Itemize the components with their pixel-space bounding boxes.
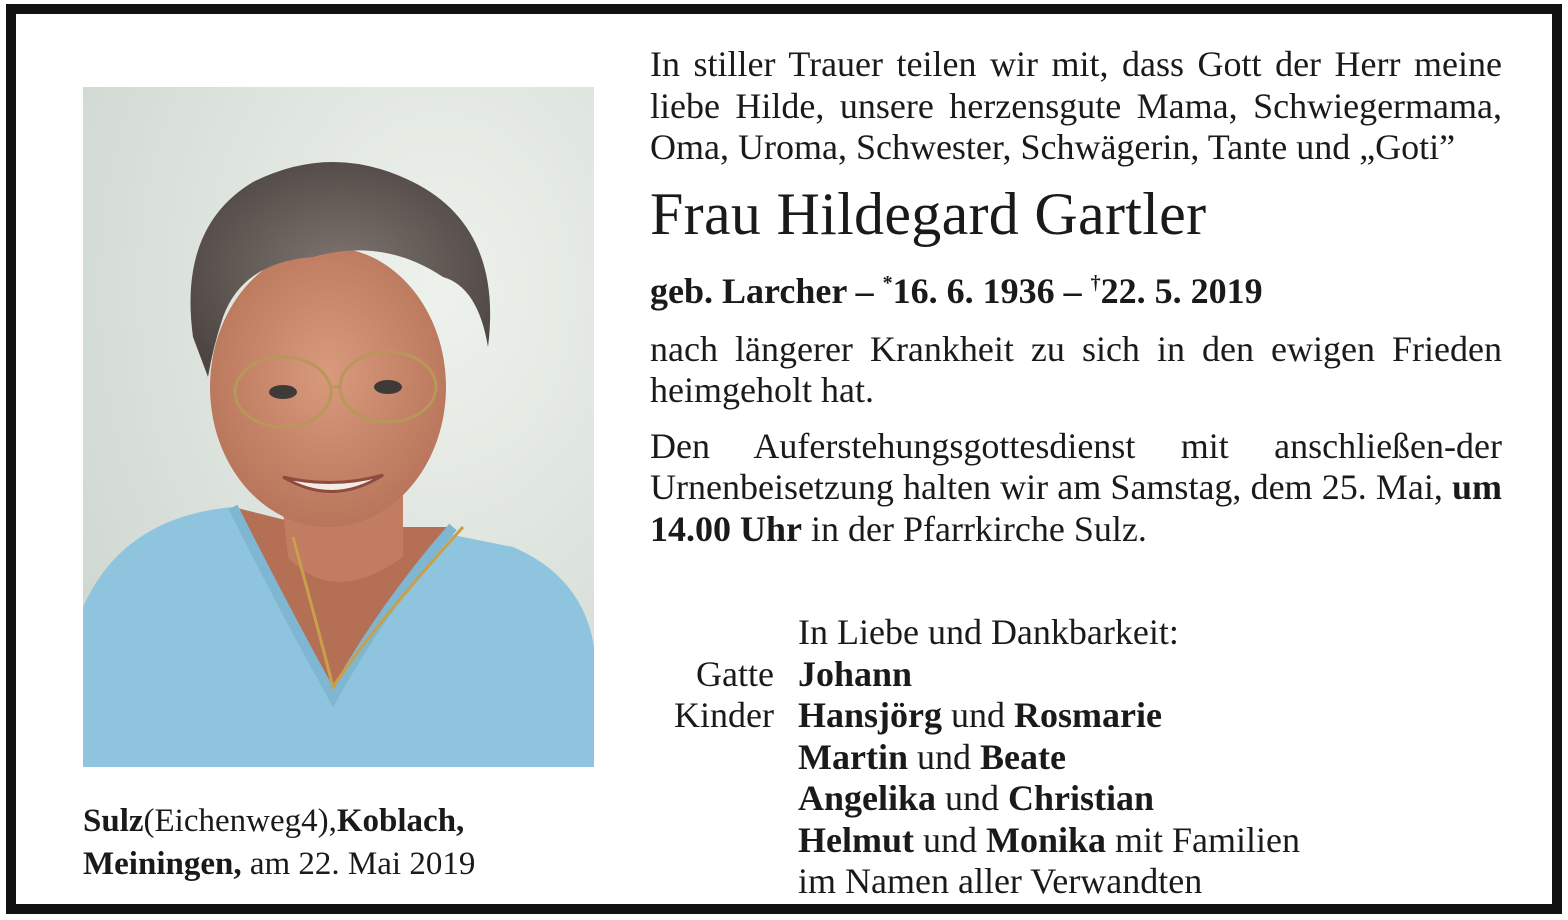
service-time: um 14.00 Uhr <box>650 467 1503 549</box>
family-member-name: Monika <box>985 819 1107 860</box>
family-member-name: Rosmarie <box>1014 695 1162 735</box>
deceased-name: Frau Hildegard Gartler <box>650 180 1207 247</box>
family-connector-text: und <box>913 819 986 860</box>
family-relation: Gatte <box>696 653 774 694</box>
intro-text: In stiller Trauer teilen wir mit, dass Gott der Herr meine liebe Hilde, unsere herzensgute Mama, Schwiegermama, Oma, Uroma, Schwester, Schwägerin, Tante und „Goti” <box>650 44 1502 167</box>
service-text-1: Den Auferstehungsgottesdienst mit anschließen-der Urnenbeisetzung halten wir am Samstag, dem 25. Mai, <box>650 425 1502 507</box>
family-relation <box>650 737 774 779</box>
place-sulz: Sulz <box>83 803 144 839</box>
service-text-2: in der Pfarrkirche Sulz. <box>811 508 1147 549</box>
family-row <box>650 778 1530 820</box>
family-row <box>650 861 1530 903</box>
family-relation <box>650 861 774 903</box>
family-list <box>650 612 1530 903</box>
maiden-name: geb. Larcher <box>650 270 847 311</box>
life-dates <box>650 261 1502 313</box>
place-koblach: Koblach, <box>336 803 465 839</box>
death-cross-symbol: † <box>1090 271 1101 294</box>
family-relation: Kinder <box>674 695 774 735</box>
location-date-line <box>83 800 603 886</box>
family-names <box>798 737 1066 779</box>
family-connector-text: und <box>942 695 1014 735</box>
family-relation <box>650 778 774 820</box>
family-connector-text: und <box>907 736 980 777</box>
family-relation <box>650 820 774 862</box>
address: (Eichenweg4), <box>143 803 337 839</box>
birth-star-symbol: * <box>882 271 893 294</box>
family-row <box>650 654 1530 696</box>
family-connector-text: mit Familien <box>1106 819 1301 860</box>
dash-2: – <box>1063 270 1082 311</box>
family-member-name: Angelika <box>798 778 937 818</box>
family-row <box>650 737 1530 779</box>
family-heading: In Liebe und Dankbarkeit: <box>798 612 1179 652</box>
family-row <box>650 820 1530 862</box>
birth-date: 16. 6. 1936 <box>892 270 1055 311</box>
portrait-illustration <box>83 87 594 767</box>
family-names <box>798 654 912 696</box>
family-member-name: Hansjörg <box>798 695 942 735</box>
family-names <box>798 820 1300 862</box>
family-connector-text: im Namen aller Verwandten <box>798 861 1203 901</box>
notice-text-column <box>650 44 1502 550</box>
obituary-frame <box>6 4 1562 914</box>
paragraph-service <box>650 426 1502 551</box>
relation-empty <box>650 612 774 654</box>
family-member-name: Beate <box>979 736 1066 777</box>
death-date: 22. 5. 2019 <box>1100 270 1263 311</box>
dash-1: – <box>855 270 874 311</box>
family-connector-text: und <box>936 778 1009 818</box>
family-names <box>798 695 1162 737</box>
paragraph-death: nach längerer Krankheit zu sich in den ewigen Frieden heimgeholt hat. <box>650 328 1502 410</box>
family-member-name: Helmut <box>798 819 914 860</box>
notice-date: am 22. Mai 2019 <box>249 846 476 882</box>
portrait-photo <box>83 87 594 767</box>
family-names <box>798 778 1154 820</box>
family-member-name: Johann <box>798 653 913 694</box>
family-member-name: Martin <box>798 736 908 777</box>
family-member-name: Christian <box>1008 778 1155 818</box>
family-names <box>798 861 1202 903</box>
place-meiningen: Meiningen, <box>83 846 242 882</box>
family-row <box>650 695 1530 737</box>
family-heading-row <box>650 612 1530 654</box>
